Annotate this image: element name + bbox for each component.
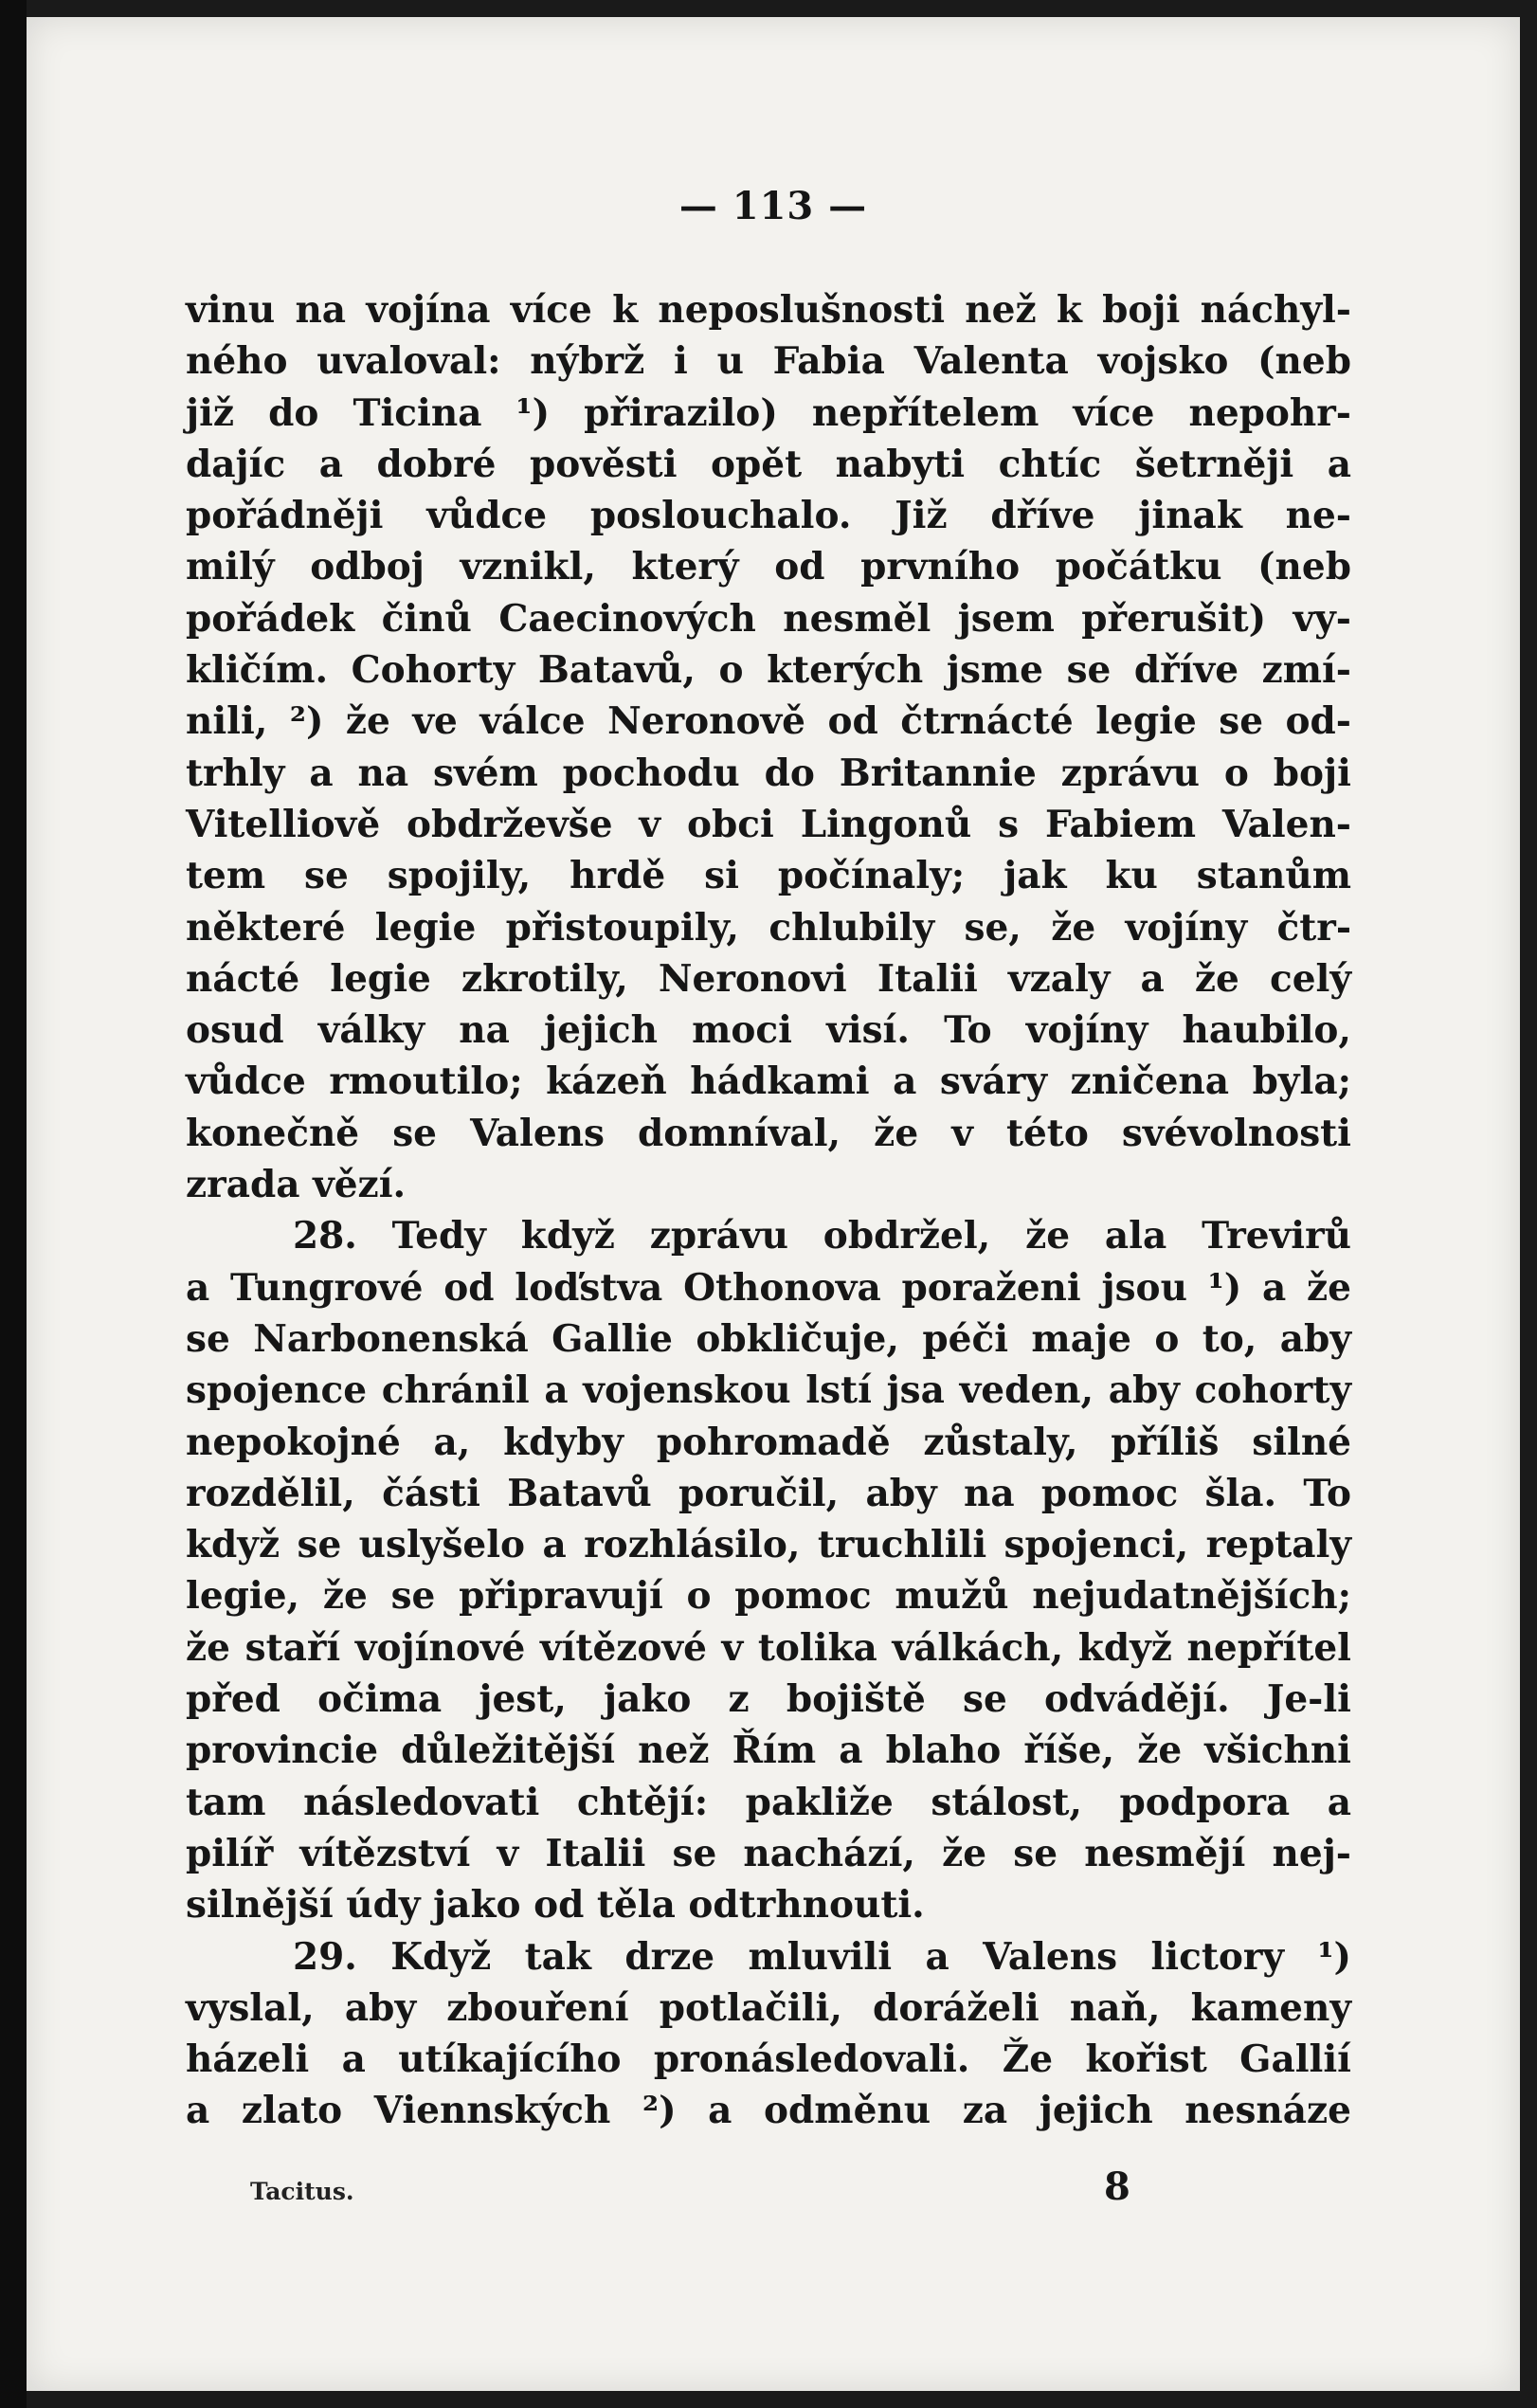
text-line: a zlato Viennských ²) a odměnu za jejich nesnáze xyxy=(186,2089,1351,2133)
text-line: provincie důležitější než Řím a blaho říše, že všichni xyxy=(186,1729,1351,1773)
text-line: silnější údy jako od těla odtrhnouti. xyxy=(186,1883,925,1928)
book-page xyxy=(27,17,1520,2391)
text-line: některé legie přistoupily, chlubily se, že vojíny čtr- xyxy=(186,905,1351,950)
page-left-edge xyxy=(0,0,27,2408)
text-line: tem se spojily, hrdě si počínaly; jak ku stanům xyxy=(186,854,1351,898)
body-text xyxy=(186,284,1351,2137)
book-signature: Tacitus. xyxy=(250,2178,354,2205)
text-line: vůdce rmoutilo; kázeň hádkami a sváry zničena byla; xyxy=(186,1059,1351,1104)
text-line: trhly a na svém pochodu do Britannie zprávu o boji xyxy=(186,751,1351,795)
text-line: vinu na vojína více k neposlušnosti než k boji náchyl- xyxy=(186,288,1351,332)
text-line: nácté legie zkrotily, Neronovi Italii vzaly a že celý xyxy=(186,956,1351,1001)
page-footer xyxy=(27,2164,1520,2212)
text-line: legie, že se připravují o pomoc mužů nejudatnějších; xyxy=(186,1574,1351,1619)
text-line: a Tungrové od loďstva Othonova poraženi jsou ¹) a že xyxy=(186,1265,1351,1310)
text-line: Vitelliově obdrževše v obci Lingonů s Fabiem Valen- xyxy=(186,802,1351,846)
text-line: osud války na jejich moci visí. To vojíny haubilo, xyxy=(186,1008,1351,1053)
text-line: pořádněji vůdce poslouchalo. Již dříve jinak ne- xyxy=(186,494,1351,538)
sheet-number: 8 xyxy=(1104,2164,1130,2209)
text-line: dajíc a dobré pověsti opět nabyti chtíc šetrněji a xyxy=(186,442,1351,486)
text-line: konečně se Valens domníval, že v této svévolnosti xyxy=(186,1111,1351,1155)
text-line: 29. Když tak drze mluvili a Valens lictory ¹) xyxy=(293,1934,1351,1979)
text-line: nepokojné a, kdyby pohromadě zůstaly, příliš silné xyxy=(186,1420,1351,1464)
text-line: nili, ²) že ve válce Neronově od čtrnácté legie se od- xyxy=(186,699,1351,744)
text-line: házeli a utíkajícího pronásledovali. Že kořist Gallií xyxy=(186,2037,1351,2082)
text-line: zrada vězí. xyxy=(186,1163,407,1207)
text-line: 28. Tedy když zprávu obdržel, že ala Trevirů xyxy=(293,1214,1351,1258)
text-line: když se uslyšelo a rozhlásilo, truchlili spojenci, reptaly xyxy=(186,1523,1351,1567)
text-line: již do Ticina ¹) přirazilo) nepřítelem více nepohr- xyxy=(186,390,1351,435)
text-line: spojence chránil a vojenskou lstí jsa veden, aby cohorty xyxy=(186,1368,1351,1413)
text-line: rozdělil, části Batavů poručil, aby na pomoc šla. To xyxy=(186,1471,1351,1515)
text-line: se Narbonenská Gallie obkličuje, péči maje o to, aby xyxy=(186,1316,1351,1361)
text-line: kličím. Cohorty Batavů, o kterých jsme se dříve zmí- xyxy=(186,648,1351,693)
text-line: milý odboj vznikl, který od prvního počátku (neb xyxy=(186,545,1351,589)
text-line: pořádek činů Caecinových nesměl jsem přerušit) vy- xyxy=(186,596,1351,641)
page-number: — 113 — xyxy=(678,184,868,228)
text-line: před očima jest, jako z bojiště se odvádějí. Je-li xyxy=(186,1677,1351,1722)
text-line: tam následovati chtějí: pakliže stálost, podpora a xyxy=(186,1780,1351,1824)
text-line: ného uvaloval: nýbrž i u Fabia Valenta vojsko (neb xyxy=(186,339,1351,384)
text-line: pilíř vítězství v Italii se nachází, že se nesmějí nej- xyxy=(186,1831,1351,1875)
text-line: vyslal, aby zbouření potlačili, doráželi naň, kameny xyxy=(186,1985,1351,2030)
text-line: že staří vojínové vítězové v tolika válkách, když nepřítel xyxy=(186,1625,1351,1670)
